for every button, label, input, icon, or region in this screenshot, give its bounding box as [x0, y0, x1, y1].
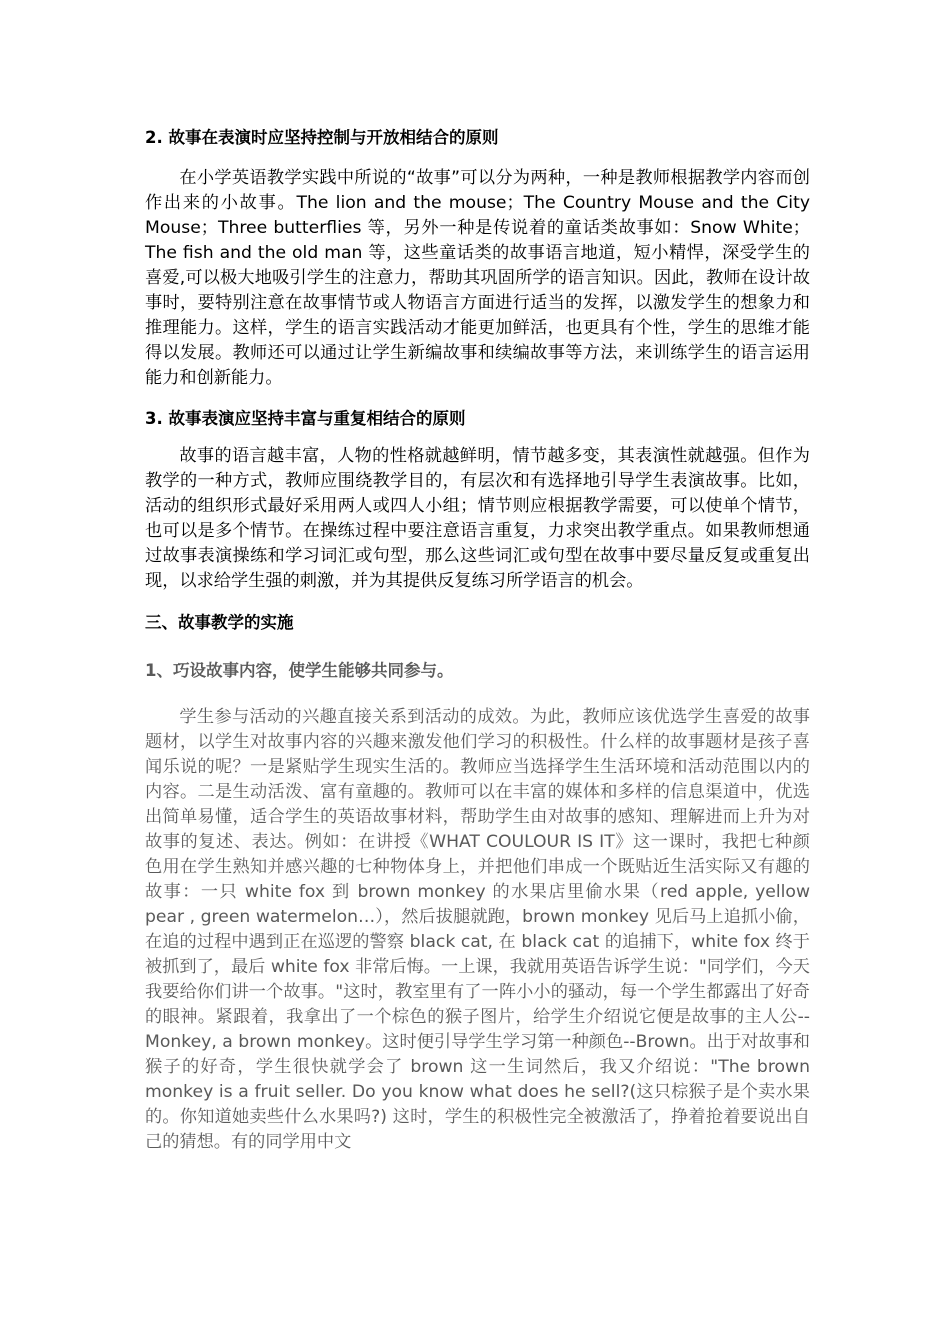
section-heading-2: 2. 故事在表演时应坚持控制与开放相结合的原则: [145, 128, 499, 147]
paragraph-story-content: 学生参与活动的兴趣直接关系到活动的成效。为此，教师应该优选学生喜爱的故事题材，以学生对故事内容的兴趣来激发他们学习的积极性。什么样的故事题材是孩子喜闻乐说的呢？一是紧贴学生现实生活的。教师应当选择学生生活环境和活动范围以内的内容。二是生动活泼、富有童趣的。教师可以在丰富的媒体和多样的信息渠道中，优选出简单易懂，适合学生的英语故事材料，帮助学生由对故事的感知、理解进而上升为对故事的复述、表达。例如：在讲授《WHAT COULOUR IS IT》这一课时，我把七种颜色用在学生熟知并感兴趣的七种物体身上，并把他们串成一个既贴近生活实际又有趣的故事：一只 white fox 到 brown monkey 的水果店里偷水果（red apple, yellow pear , green watermelon…），然后拔腿就跑，brown monkey 见后马上追抓小偷，在追的过程中遇到正在巡逻的警察 black cat, 在 black cat 的追捕下，white fox 终于被抓到了，最后 white fox 非常后悔。一上课，我就用英语告诉学生说："同学们，今天我要给你们讲一个故事。"这时，教室里有了一阵小小的骚动，每一个学生都露出了好奇的眼神。紧跟着，我拿出了一个棕色的猴子图片，给学生介绍说它便是故事的主人公--Monkey, a brown monkey。这时便引导学生学习第一种颜色--Brown。出于对故事和猴子的好奇，学生很快就学会了 brown 这一生词然后，我又介绍说："The brown monkey is a fruit seller. Do you know what does he sell?(这只棕猴子是个卖水果的。你知道她卖些什么水果吗?) 这时，学生的积极性完全被激活了，挣着抢着要说出自己的猜想。有的同学用中文: [145, 707, 810, 1152]
paragraph-story-performance: 故事的语言越丰富，人物的性格就越鲜明，情节越多变，其表演性就越强。但作为教学的一种方式，教师应围绕教学目的，有层次和有选择地引导学生表演故事。比如，活动的组织形式最好采用两人或四人小组；情节则应根据教学需要，可以使单个情节，也可以是多个情节。在操练过程中要注意语言重复，力求突出教学重点。如果教师想通过故事表演操练和学习词汇或句型，那么这些词汇或句型在故事中要尽量反复或重复出现，以求给学生强的刺激，并为其提供反复练习所学语言的机会。: [145, 446, 810, 591]
section-heading-3: 3. 故事表演应坚持丰富与重复相结合的原则: [145, 409, 466, 428]
paragraph-story-types: 在小学英语教学实践中所说的“故事”可以分为两种，一种是教师根据教学内容而创作出来的小故事。The lion and the mouse；The Country Mouse and the City Mouse；Three butterflies 等，另外一种是传说着的童话类故事如：Snow White；The fish and the old man 等，这些童话类的故事语言地道，短小精悍，深受学生的喜爱,可以极大地吸引学生的注意力，帮助其巩固所学的语言知识。因此，教师在设计故事时，要特别注意在故事情节或人物语言方面进行适当的发挥，以激发学生的想象力和推理能力。这样，学生的语言实践活动才能更加鲜活，也更具有个性，学生的思维才能得以发展。教师还可以通过让学生新编故事和续编故事等方法，来训练学生的语言运用能力和创新能力。: [145, 168, 810, 388]
subsection-heading-1: 1、巧设故事内容，使学生能够共同参与。: [145, 661, 454, 680]
chapter-heading-implementation: 三、故事教学的实施: [145, 613, 294, 632]
